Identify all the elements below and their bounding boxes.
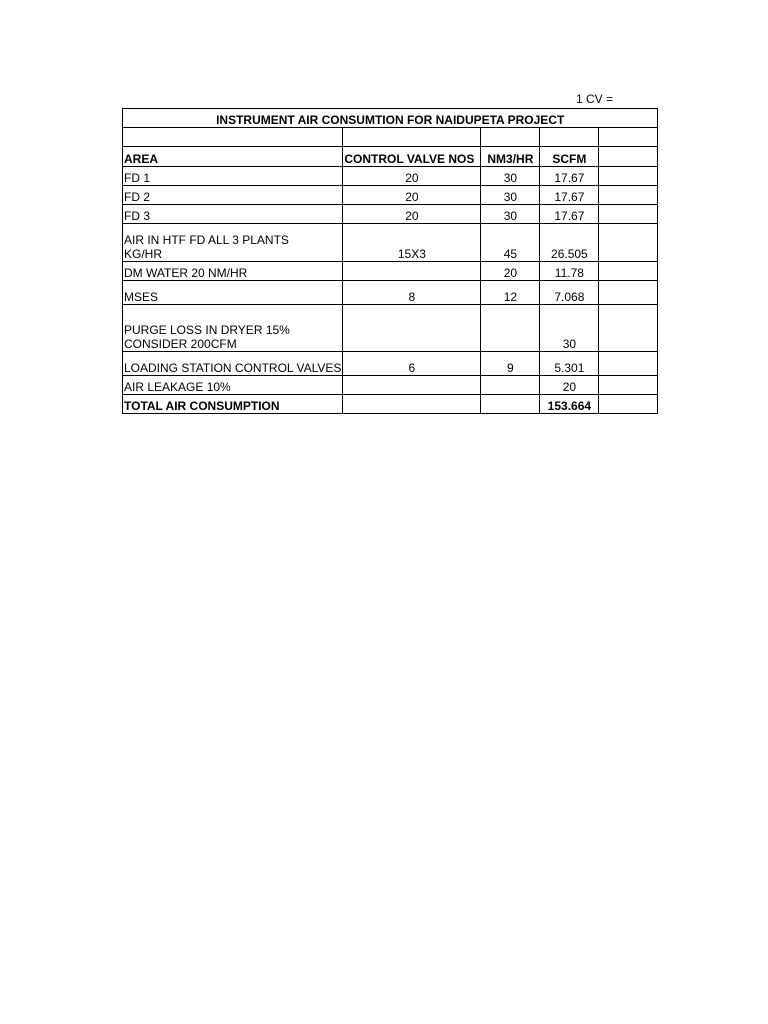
nm3-cell: 30 [481,167,540,186]
header-scfm: SCFM [540,147,599,167]
nm3-cell: 9 [481,352,540,376]
nm3-cell: 45 [481,224,540,262]
control-valve-cell [343,305,481,352]
scfm-cell: 30 [540,305,599,352]
table-cell [343,128,481,147]
table-row [123,167,658,186]
scfm-cell: 17.67 [540,167,599,186]
area-cell: FD 3 [123,205,343,224]
area-line: CONSIDER 200CFM [124,337,237,351]
table-row [123,224,658,262]
area-line: KG/HR [124,247,163,261]
extra-cell [599,167,658,186]
header-row [123,147,658,167]
table-row [123,352,658,376]
control-valve-cell: 15X3 [343,224,481,262]
extra-cell [599,352,658,376]
header-control-valve-nos: CONTROL VALVE NOS [343,147,481,167]
header-area: AREA [123,147,343,167]
area-cell: FD 2 [123,186,343,205]
table-cell [481,128,540,147]
table-title: INSTRUMENT AIR CONSUMTION FOR NAIDUPETA PROJECT [123,109,658,128]
control-valve-cell: 20 [343,186,481,205]
scfm-cell: 5.301 [540,352,599,376]
table-row [123,376,658,395]
table-cell [540,128,599,147]
extra-cell [599,281,658,305]
area-cell: MSES [123,281,343,305]
area-cell: FD 1 [123,167,343,186]
extra-cell [599,376,658,395]
area-cell [123,224,343,262]
extra-cell [599,395,658,414]
control-valve-cell: 6 [343,352,481,376]
cv-conversion-note: 1 CV = [576,92,614,106]
blank-row [123,128,658,147]
nm3-cell: 12 [481,281,540,305]
table-cell [481,395,540,414]
header-extra [599,147,658,167]
table-row [123,186,658,205]
scfm-cell: 20 [540,376,599,395]
total-scfm: 153.664 [540,395,599,414]
table-row [123,262,658,281]
scfm-cell: 17.67 [540,186,599,205]
nm3-cell: 30 [481,186,540,205]
total-row [123,395,658,414]
title-row [123,109,658,128]
scfm-cell: 11.78 [540,262,599,281]
scfm-cell: 26.505 [540,224,599,262]
nm3-cell [481,305,540,352]
table-row [123,281,658,305]
extra-cell [599,205,658,224]
nm3-cell: 30 [481,205,540,224]
nm3-cell: 20 [481,262,540,281]
area-cell: DM WATER 20 NM/HR [123,262,343,281]
control-valve-cell [343,262,481,281]
table-cell [599,128,658,147]
area-cell: LOADING STATION CONTROL VALVES [123,352,343,376]
area-line: AIR IN HTF FD ALL 3 PLANTS [124,233,289,247]
scfm-cell: 17.67 [540,205,599,224]
table-cell [123,128,343,147]
nm3-cell [481,376,540,395]
extra-cell [599,305,658,352]
area-cell: AIR LEAKAGE 10% [123,376,343,395]
table-row [123,205,658,224]
header-nm3-hr: NM3/HR [481,147,540,167]
extra-cell [599,262,658,281]
table-cell [343,395,481,414]
control-valve-cell: 8 [343,281,481,305]
air-consumption-table [122,108,658,414]
control-valve-cell [343,376,481,395]
scfm-cell: 7.068 [540,281,599,305]
extra-cell [599,224,658,262]
control-valve-cell: 20 [343,167,481,186]
table-row [123,305,658,352]
total-label: TOTAL AIR CONSUMPTION [123,395,343,414]
control-valve-cell: 20 [343,205,481,224]
area-cell [123,305,343,352]
extra-cell [599,186,658,205]
area-line: PURGE LOSS IN DRYER 15% [124,323,290,337]
